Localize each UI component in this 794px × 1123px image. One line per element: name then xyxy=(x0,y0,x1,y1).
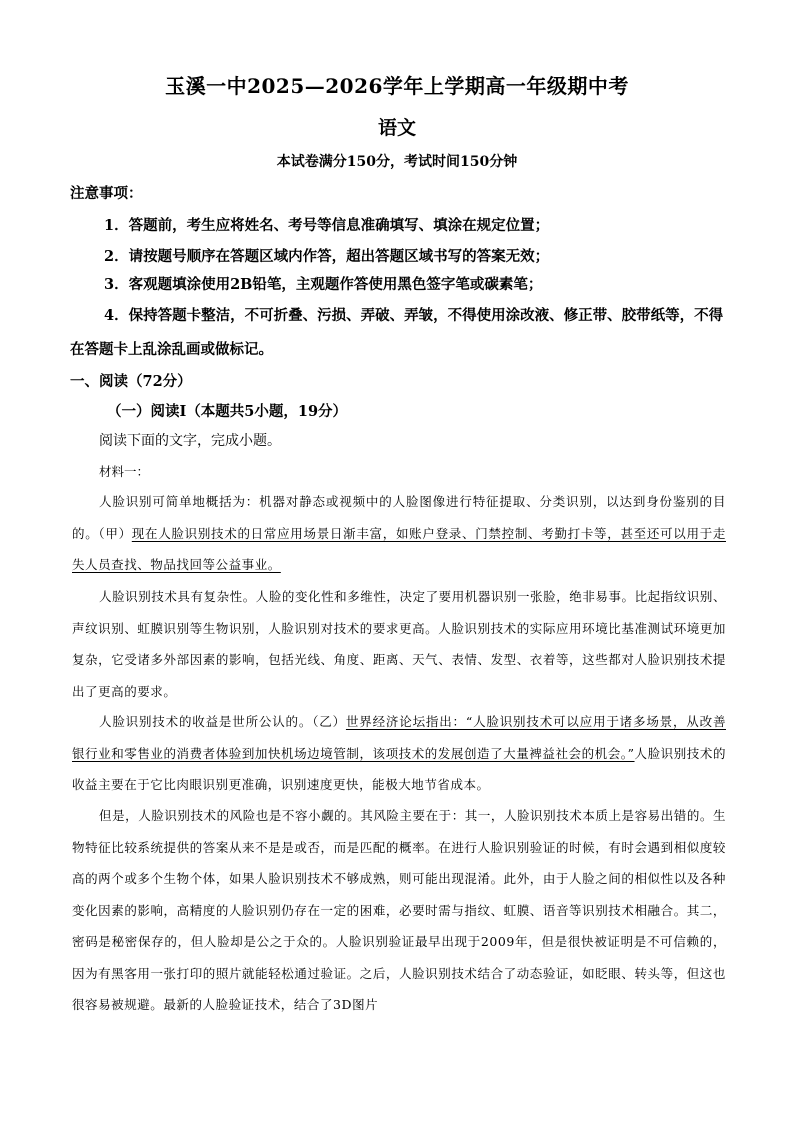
note-item-1: 1．答题前，考生应将姓名、考号等信息准确填写、填涂在规定位置； xyxy=(104,217,550,234)
reading-instruction: 阅读下面的文字，完成小题。 xyxy=(99,433,281,449)
note-item-3: 3．客观题填涂使用2B铅笔，主观题作答使用黑色签字笔或碳素笔； xyxy=(104,276,543,293)
paragraph-3-text: 人脸识别技术的收益是世所公认的。（乙） xyxy=(99,714,346,729)
exam-info: 本试卷满分150分，考试时间150分钟 xyxy=(276,154,518,170)
exam-title: 玉溪一中2025—2026学年上学期高一年级期中考 xyxy=(165,74,629,98)
notes-heading: 注意事项： xyxy=(70,185,143,202)
material-label: 材料一： xyxy=(99,464,150,479)
paragraph-2: 人脸识别技术具有复杂性。人脸的变化性和多维性，决定了要用机器识别一张脸，绝非易事。比起指纹识别、声纹识别、虹膜识别等生物识别，人脸识别对技术的要求更高。人脸识别技术的实际应用环境比基准测试环境更加复杂，它受诸多外部因素的影响，包括光线、角度、距离、天气、表情、发型、衣着等，这些都对人脸识别技术提出了更高的要求。 xyxy=(72,589,726,699)
underlined-sentence-jia: 现在人脸识别技术的日常应用场景日渐丰富，如账户登录、门禁控制、考勤打卡等，甚至还可以用于走失人员查找、物品找回等公益事业。 xyxy=(72,525,726,572)
note-item-2: 2．请按题号顺序在答题区域内作答，超出答题区域书写的答案无效； xyxy=(104,248,550,265)
underlined-sentence-yi: 世界经济论坛指出：“人脸识别技术可以应用于诸多场景，从改善银行业和零售业的消费者体验到加快机场边境管制，该项技术的发展创造了大量裨益社会的机会。” xyxy=(72,714,726,761)
paragraph-3-tail: 人脸识别技术的收益主要在于它比肉眼识别更准确，识别速度更快，能极大地节省成本。 xyxy=(72,745,726,792)
section-heading: 一、阅读（72分） xyxy=(70,373,192,390)
subject-title: 语文 xyxy=(377,117,416,139)
note-item-4: 4．保持答题卡整洁，不可折叠、污损、弄破、弄皱，不得使用涂改液、修正带、胶带纸等，不得在答题卡上乱涂乱画或做标记。 xyxy=(70,307,724,358)
paragraph-1 xyxy=(72,486,726,581)
subsection-heading: （一）阅读Ⅰ（本题共5小题，19分） xyxy=(107,403,348,420)
paragraph-3 xyxy=(72,706,726,801)
paragraph-4: 但是，人脸识别技术的风险也是不容小觑的。其风险主要在于：其一，人脸识别技术本质上是容易出错的。生物特征比较系统提供的答案从来不是是或否，而是匹配的概率。在进行人脸识别验证的时候，有时会遇到相似度较高的两个或多个生物个体，如果人脸识别技术不够成熟，则可能出现混淆。此外，由于人脸之间的相似性以及各种变化因素的影响，高精度的人脸识别仍存在一定的困难，必要时需与指纹、虹膜、语音等识别技术相融合。其二，密码是秘密保存的，但人脸却是公之于众的。人脸识别验证最早出现于2009年，但是很快被证明是不可信赖的，因为有黑客用一张打印的照片就能轻松通过验证。之后，人脸识别技术结合了动态验证，如眨眼、转头等，但这也很容易被规避。最新的人脸验证技术，结合了3D图片 xyxy=(72,808,726,1012)
paragraph-1-text: 人脸识别可简单地概括为：机器对静态或视频中的人脸图像进行特征提取、分类识别，以达到身份鉴别的目的。（甲） xyxy=(72,494,726,541)
